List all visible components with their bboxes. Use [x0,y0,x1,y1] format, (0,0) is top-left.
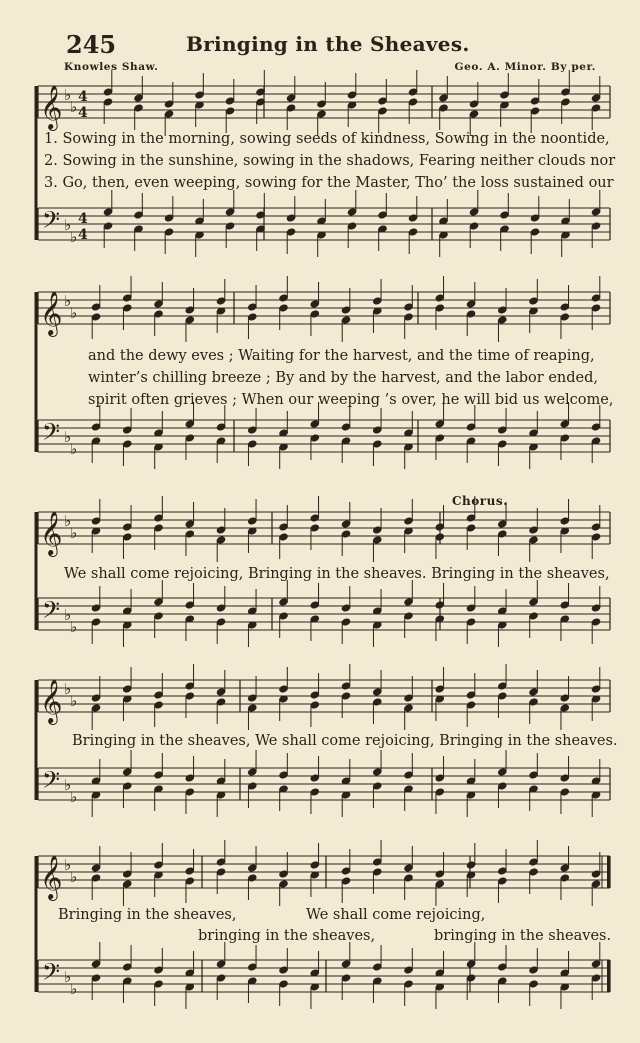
system1-treble-clef: 𝄞 [40,85,63,129]
system2-bass-clef: 𝄢 [42,418,61,451]
system4-bass-key-flat-2: ♭ [70,788,78,806]
system5-final-bar-bass [607,960,610,992]
music-credit: Geo. A. Minor. By per. [454,61,596,73]
lyric-s1-verse3: 3. Go, then, even weeping, sowing for the Master, Tho’ the loss sustained our [44,175,614,191]
system5-treble-clef: 𝄞 [40,855,63,899]
system1-bass-key-flat-2: ♭ [70,228,78,246]
system3-treble-clef: 𝄞 [40,511,63,555]
system5-final-bar-treble [607,856,610,888]
lyric-s4: Bringing in the sheaves, We shall come rejoicing, Bringing in the sheaves. [72,733,618,749]
system2-key-flat-1: ♭ [64,292,72,310]
words-credit: Knowles Shaw. [64,61,159,73]
system3-bass-clef: 𝄢 [42,596,61,629]
system5-bass-key-flat-1: ♭ [64,968,72,986]
system1-key-flat-2: ♭ [70,98,78,116]
lyric-s5-b1: bringing in the sheaves, [198,928,376,944]
system4-treble-clef: 𝄞 [40,679,63,723]
lyric-s5-a2: We shall come rejoicing, [306,907,486,923]
lyric-s2-verse1: and the dewy eves ; Waiting for the harvest, and the time of reaping, [88,348,595,364]
lyric-s5-a1: Bringing in the sheaves, [58,907,237,923]
system5-key-flat-1: ♭ [64,856,72,874]
system1-time-bottom: 4 [78,105,88,121]
system1-bass-time-top: 4 [78,211,88,227]
system2-key-flat-2: ♭ [70,304,78,322]
system4-key-flat-2: ♭ [70,692,78,710]
system2-bass-key-flat-1: ♭ [64,428,72,446]
system1-bass-key-flat-1: ♭ [64,216,72,234]
system3-key-flat-1: ♭ [64,512,72,530]
system3-key-flat-2: ♭ [70,524,78,542]
system4-bass-clef: 𝄢 [42,766,61,799]
system2-bass-key-flat-2: ♭ [70,440,78,458]
lyric-s1-verse1: 1. Sowing in the morning, sowing seeds of kindness, Sowing in the noontide, [44,131,610,147]
system5-key-flat-2: ♭ [70,868,78,886]
lyric-s2-verse3: spirit often grieves ; When our weeping ’s over, he will bid us welcome, [88,392,614,408]
system2-treble-clef: 𝄞 [40,291,63,335]
system4-key-flat-1: ♭ [64,680,72,698]
system4-bass-key-flat-1: ♭ [64,776,72,794]
system5-bass-key-flat-2: ♭ [70,980,78,998]
system1-bass-clef: 𝄢 [42,206,61,239]
lyric-s1-verse2: 2. Sowing in the sunshine, sowing in the shadows, Fearing neither clouds nor [44,153,616,169]
system5-bass-clef: 𝄢 [42,958,61,991]
system1-bass-time-bottom: 4 [78,227,88,243]
system3-bass-key-flat-2: ♭ [70,618,78,636]
lyric-s3: We shall come rejoicing, Bringing in the sheaves. Bringing in the sheaves, [64,566,610,582]
system1-time-top: 4 [78,89,88,105]
hymn-number: 245 [66,30,117,59]
lyric-s5-b2: bringing in the sheaves. [434,928,612,944]
system1-key-flat-1: ♭ [64,86,72,104]
hymn-title: Bringing in the Sheaves. [186,32,470,56]
lyric-s2-verse2: winter’s chilling breeze ; By and by the harvest, and the labor ended, [88,370,599,386]
chorus-label: Chorus. [452,494,508,508]
system3-bass-key-flat-1: ♭ [64,606,72,624]
